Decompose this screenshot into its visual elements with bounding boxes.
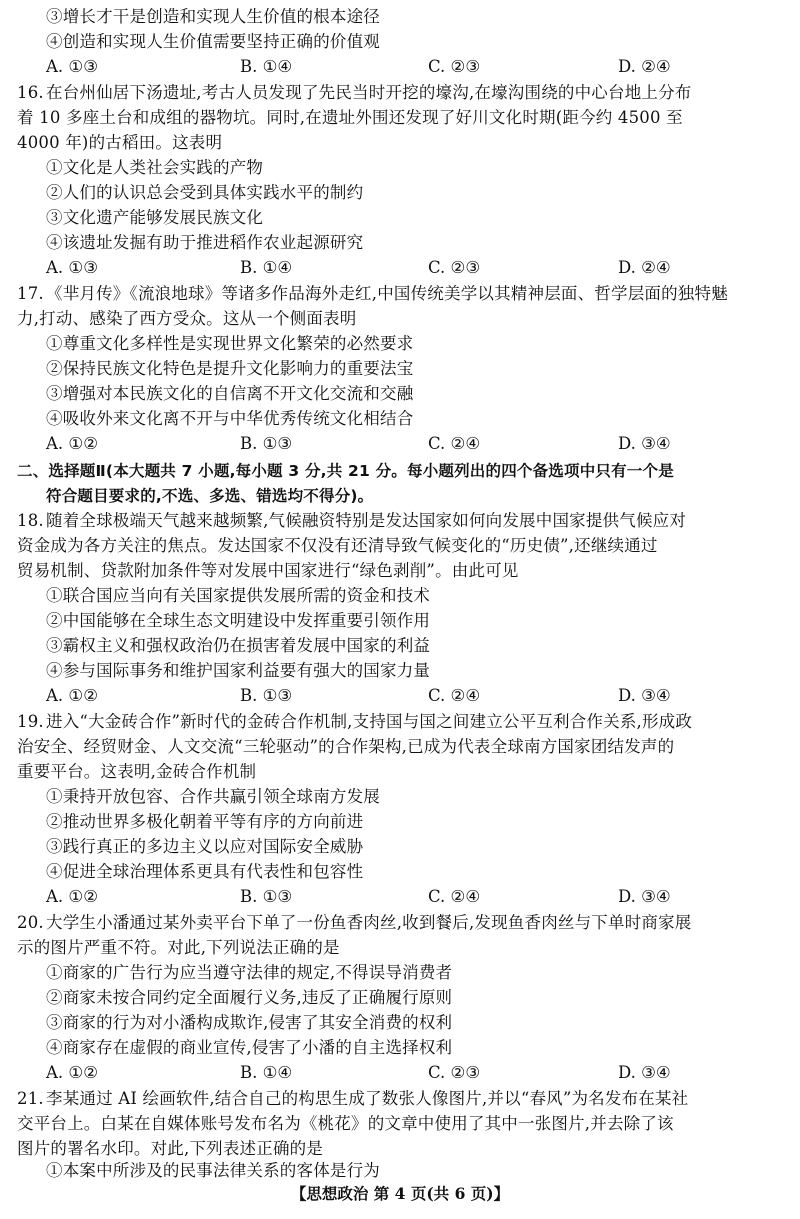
q20-option-2: ②商家未按合同约定全面履行义务,违反了正确履行原则 [46,988,453,1007]
q20-number: 20. [17,913,44,932]
q20-choice-b: B. ①④ [240,1063,293,1082]
q19-stem-line-3: 重要平台。这表明,金砖合作机制 [17,762,257,781]
q20-choice-d: D. ③④ [618,1063,671,1082]
q16-option-3: ③文化遗产能够发展民族文化 [46,208,264,227]
q20-option-3: ③商家的行为对小潘构成欺诈,侵害了其安全消费的权利 [46,1013,453,1032]
q18-option-1: ①联合国应当向有关国家提供发展所需的资金和技术 [46,586,431,605]
section-2-heading-cont: 符合题目要求的,不选、多选、错选均不得分)。 [46,487,374,505]
q17-stem-line-2: 力,打动、感染了西方受众。这从一个侧面表明 [17,309,357,328]
q20-option-1: ①商家的广告行为应当遵守法律的规定,不得误导消费者 [46,963,453,982]
q18-option-3: ③霸权主义和强权政治仍在损害着发展中国家的利益 [46,636,431,655]
q17-choice-b: B. ①③ [240,434,293,453]
q15-choice-a: A. ①③ [46,57,98,76]
q15-choice-d: D. ②④ [618,57,671,76]
q18-number: 18. [17,511,44,530]
q20-choice-c: C. ②③ [428,1063,481,1082]
q20-stem-line-1: 大学生小潘通过某外卖平台下单了一份鱼香肉丝,收到餐后,发现鱼香肉丝与下单时商家展 [46,913,692,932]
q16-stem-line-2: 着 10 多座土台和成组的器物坑。同时,在遗址外围还发现了好川文化时期(距今约 4500 至 [17,108,683,127]
q20-choice-a: A. ①② [46,1063,98,1082]
q17-number: 17. [17,284,44,303]
q18-choice-c: C. ②④ [428,686,481,705]
q18-option-2: ②中国能够在全球生态文明建设中发挥重要引领作用 [46,611,431,630]
q18-choice-d: D. ③④ [618,686,671,705]
q15-choice-c: C. ②③ [428,57,481,76]
page-footer: 【思想政治 第 4 页(共 6 页)】 [290,1184,510,1203]
q17-choice-d: D. ③④ [618,434,671,453]
q16-option-4: ④该遗址发掘有助于推进稻作农业起源研究 [46,233,364,252]
q16-choice-b: B. ①④ [240,258,293,277]
q19-option-3: ③践行真正的多边主义以应对国际安全威胁 [46,837,364,856]
q21-option-1: ①本案中所涉及的民事法律关系的客体是行为 [46,1161,380,1180]
q18-option-4: ④参与国际事务和维护国家利益要有强大的国家力量 [46,661,431,680]
q21-stem-line-1: 李某通过 AI 绘画软件,结合自己的构思生成了数张人像图片,并以“春风”为名发布在某社 [46,1089,689,1108]
q18-choice-a: A. ①② [46,686,98,705]
q18-stem-line-3: 贸易机制、贷款附加条件等对发展中国家进行“绿色剥削”。由此可见 [17,561,519,580]
q16-choice-a: A. ①③ [46,258,98,277]
q15-option-3: ③增长才干是创造和实现人生价值的根本途径 [46,7,380,26]
q16-number: 16. [17,83,44,102]
q17-choice-c: C. ②④ [428,434,481,453]
q17-choice-a: A. ①② [46,434,98,453]
section-2-heading: 二、选择题Ⅱ(本大题共 7 小题,每小题 3 分,共 21 分。每小题列出的四个备选项中只有一个是 [17,462,674,480]
q19-stem-line-2: 治安全、经贸财金、人文交流“三轮驱动”的合作架构,已成为代表全球南方国家团结发声的 [17,737,675,756]
q19-choice-b: B. ①③ [240,887,293,906]
q15-option-4: ④创造和实现人生价值需要坚持正确的价值观 [46,32,380,51]
q19-choice-d: D. ③④ [618,887,671,906]
q19-choice-a: A. ①② [46,887,98,906]
q19-choice-c: C. ②④ [428,887,481,906]
q19-stem-line-1: 进入“大金砖合作”新时代的金砖合作机制,支持国与国之间建立公平互利合作关系,形成政 [46,712,693,731]
q19-number: 19. [17,712,44,731]
q17-option-4: ④吸收外来文化离不开与中华优秀传统文化相结合 [46,409,414,428]
q19-option-2: ②推动世界多极化朝着平等有序的方向前进 [46,812,364,831]
q16-stem-line-1: 在台州仙居下汤遗址,考古人员发现了先民当时开挖的壕沟,在壕沟围绕的中心台地上分布 [46,83,692,102]
q20-option-4: ④商家存在虚假的商业宣传,侵害了小潘的自主选择权利 [46,1038,453,1057]
q21-stem-line-2: 交平台上。白某在自媒体账号发布名为《桃花》的文章中使用了其中一张图片,并去除了该 [17,1114,674,1133]
q21-number: 21. [17,1089,44,1108]
q18-choice-b: B. ①③ [240,686,293,705]
q16-stem-line-3: 4000 年)的古稻田。这表明 [17,133,223,152]
q16-option-2: ②人们的认识总会受到具体实践水平的制约 [46,183,364,202]
q17-stem-line-1: 《芈月传》《流浪地球》等诸多作品海外走红,中国传统美学以其精神层面、哲学层面的独特魅 [46,284,728,303]
q16-choice-d: D. ②④ [618,258,671,277]
q19-option-1: ①秉持开放包容、合作共赢引领全球南方发展 [46,787,380,806]
q17-option-2: ②保持民族文化特色是提升文化影响力的重要法宝 [46,359,414,378]
q20-stem-line-2: 示的图片严重不符。对此,下列说法正确的是 [17,938,340,957]
q16-choice-c: C. ②③ [428,258,481,277]
q18-stem-line-2: 资金成为各方关注的焦点。发达国家不仅没有还清导致气候变化的“历史债”,还继续通过 [17,536,658,555]
q17-option-1: ①尊重文化多样性是实现世界文化繁荣的必然要求 [46,334,414,353]
q21-stem-line-3: 图片的署名水印。对此,下列表述正确的是 [17,1139,324,1158]
q19-option-4: ④促进全球治理体系更具有代表性和包容性 [46,862,364,881]
q18-stem-line-1: 随着全球极端天气越来越频繁,气候融资特别是发达国家如何向发展中国家提供气候应对 [46,511,687,530]
q15-choice-b: B. ①④ [240,57,293,76]
q16-option-1: ①文化是人类社会实践的产物 [46,158,264,177]
q17-option-3: ③增强对本民族文化的自信离不开文化交流和交融 [46,384,414,403]
